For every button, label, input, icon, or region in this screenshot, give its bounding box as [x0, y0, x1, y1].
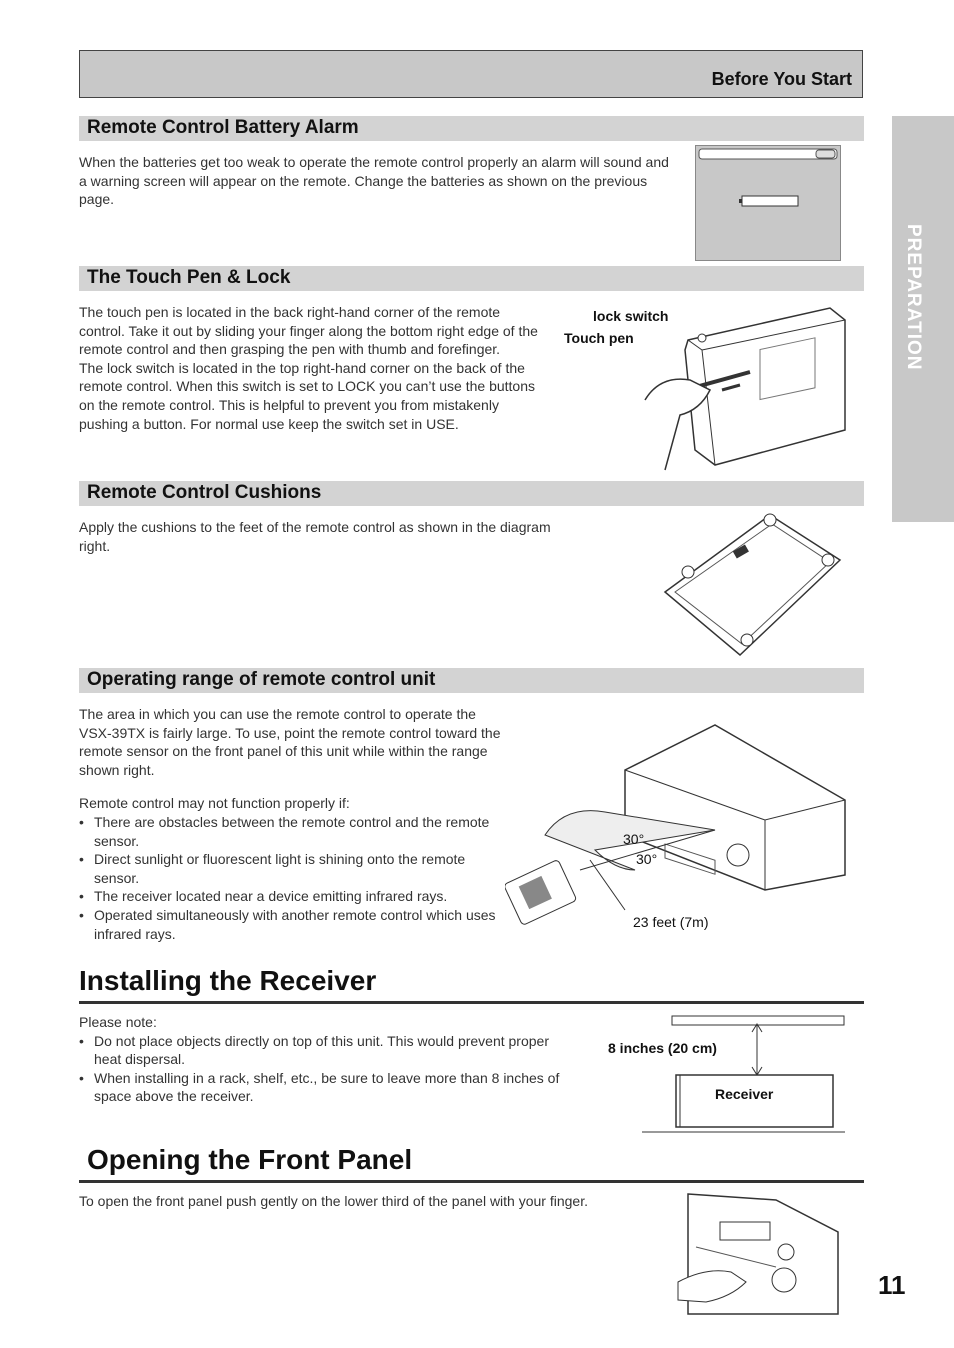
receiver-clearance-illustration [640, 1012, 848, 1136]
angle-label-1: 30° [623, 831, 645, 847]
section-heading-cushions: Remote Control Cushions [79, 481, 864, 506]
installing-text: Please note: • Do not place objects directly on top of this unit. This would prevent proper heat dispersal. • When installing in a rack, shelf, etc., be sure to leave more than 8 inches of space above the receiver. [79, 1013, 569, 1106]
touch-pen-lock-illustration [640, 300, 850, 472]
list-item: • Do not place objects directly on top of this unit. This would prevent proper heat dispersal. [79, 1032, 569, 1069]
clearance-label: 8 inches (20 cm) [608, 1040, 717, 1056]
front-panel-text: To open the front panel push gently on the lower third of the panel with your finger. [79, 1193, 588, 1209]
list-item: • The receiver located near a device emitting infrared rays. [79, 887, 504, 906]
front-panel-heading: Opening the Front Panel [87, 1144, 413, 1175]
list-item: • There are obstacles between the remote control and the remote sensor. [79, 813, 504, 850]
list-item: • When installing in a rack, shelf, etc., be sure to leave more than 8 inches of space above the receiver. [79, 1069, 569, 1106]
header-bar [79, 50, 863, 98]
list-item: • Direct sunlight or fluorescent light is shining onto the remote sensor. [79, 850, 504, 887]
side-tab-label: PREPARATION [903, 224, 924, 371]
cushions-text: Apply the cushions to the feet of the remote control as shown in the diagram right. [79, 519, 551, 554]
operating-range-illustration [505, 720, 850, 935]
distance-label: 23 feet (7m) [633, 914, 709, 930]
list-item: • Operated simultaneously with another remote control which uses infrared rays. [79, 906, 504, 943]
section-heading-battery-alarm: Remote Control Battery Alarm [79, 116, 864, 141]
front-panel-divider [79, 1180, 864, 1183]
lock-switch-label: lock switch [593, 308, 669, 324]
front-panel-illustration [676, 1192, 842, 1316]
touch-pen-label: Touch pen [564, 330, 634, 346]
touch-pen-text: The touch pen is located in the back right-hand corner of the remote control. Take it out by sliding your finger along the bottom right edge of the remote control and then grasping the pen with thumb and forefinger. The lock switch is located in the top right-hand corner on the back of the remote control. When this switch is set to LOCK you can’t use the buttons on the remote control. This is helpful to prevent you from mistakenly pushing a button. For normal use keep the switch set in USE. [79, 304, 538, 432]
header-title: Before You Start [711, 69, 852, 89]
receiver-label: Receiver [715, 1086, 774, 1102]
installing-divider [79, 1001, 864, 1004]
page-number: 11 [878, 1270, 906, 1300]
angle-label-2: 30° [636, 851, 658, 867]
range-text: The area in which you can use the remote control to operate the VSX-39TX is fairly large. To use, point the remote control toward the remote sensor on the front panel of this unit while within the range shown right. Remote control may not function properly if: • There are obstacles between the remote control and the remote sensor. • Direct sunlight or fluorescent light is shining onto the remote sensor. • The receiver located near a device emitting infrared rays. • Operated simultaneously with another remote control which uses infrared rays. [79, 705, 504, 943]
side-tab [892, 116, 954, 522]
section-heading-range: Operating range of remote control unit [79, 668, 864, 693]
installing-heading: Installing the Receiver [79, 965, 377, 996]
remote-cushions-illustration [660, 510, 846, 660]
battery-alarm-text: When the batteries get too weak to operate the remote control properly an alarm will sound and a warning screen will appear on the remote. Change the batteries as shown on the previous page. [79, 154, 669, 208]
battery-warning-screen-illustration [695, 145, 841, 261]
section-heading-touch-pen: The Touch Pen & Lock [79, 266, 864, 291]
